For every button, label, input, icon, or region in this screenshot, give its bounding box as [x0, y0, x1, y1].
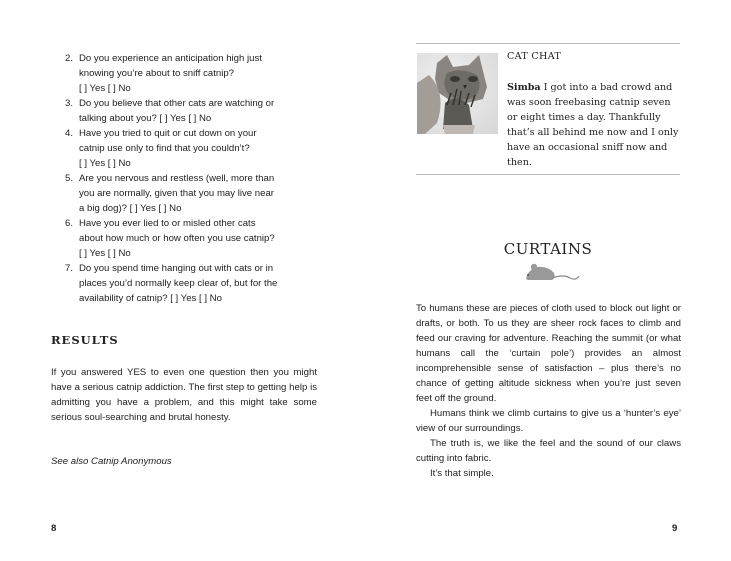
question-line: knowing you’re about to sniff catnip?: [79, 68, 235, 79]
questionnaire-list: [51, 51, 321, 306]
question-5: [51, 171, 321, 216]
question-line: Do you believe that other cats are watching or: [79, 98, 275, 109]
results-heading: RESULTS: [51, 333, 119, 347]
question-3: [51, 96, 321, 126]
see-also-prefix: See also: [51, 456, 92, 467]
question-number: 4.: [65, 128, 74, 139]
page-number-left: 8: [51, 523, 57, 534]
question-line: talking about you? [ ] Yes [ ] No: [79, 113, 212, 124]
question-7: [51, 261, 321, 306]
cat-chat-top-rule: [416, 43, 680, 44]
question-4: [51, 126, 321, 171]
answer-options: availability of catnip? [ ] Yes [ ] No: [79, 293, 222, 304]
question-6: [51, 216, 321, 261]
question-number: 2.: [65, 53, 74, 64]
page-number-right: 9: [672, 523, 678, 534]
curtains-paragraph: Humans think we climb curtains to give us a ‘hunter’s eye’ view of our surroundings.: [416, 408, 681, 434]
question-line: catnip use only to find that you couldn’t?: [79, 143, 250, 154]
curtains-paragraph: To humans these are pieces of cloth used to block out light or drafts, or both. To us they are sheer rock faces to climb and feed our craving for adventure. Reaching the summit (or what humans call the ‘curtain pole’) provides an almost incomprehensible sense of satisfaction – plus there’s no chance of getting altitude sickness when you’re just seven feet off the ground.: [416, 303, 681, 404]
curtains-paragraph: The truth is, we like the feel and the sound of our claws cutting into fabric.: [416, 438, 681, 464]
question-number: 5.: [65, 173, 74, 184]
curtains-body: [416, 301, 681, 481]
question-number: 7.: [65, 263, 74, 274]
question-number: 6.: [65, 218, 74, 229]
question-number: 3.: [65, 98, 74, 109]
question-2: [51, 51, 321, 96]
results-text: If you answered YES to even one question then you might have a serious catnip addiction. The first step to getting help is admitting you have a problem, and this might take some serious soul-searching and brutal honesty.: [51, 367, 317, 423]
cat-chat-heading: CAT CHAT: [507, 51, 562, 62]
question-line: Are you nervous and restless (well, more than: [79, 173, 275, 184]
cat-sniffing-catnip-photo: [417, 53, 498, 134]
answer-options: a big dog)? [ ] Yes [ ] No: [79, 203, 182, 214]
see-also-reference: Catnip Anonymous: [91, 456, 172, 467]
see-also: [51, 456, 172, 467]
curtains-heading: CURTAINS: [503, 240, 593, 258]
question-line: Do you experience an anticipation high just: [79, 53, 262, 64]
question-line: Have you tried to quit or cut down on your: [79, 128, 257, 139]
question-line: you are normally, given that you may live near: [79, 188, 274, 199]
mouse-icon: [522, 261, 580, 283]
cat-chat-bottom-rule: [416, 174, 680, 175]
answer-options: [ ] Yes [ ] No: [79, 83, 131, 94]
question-line: Have you ever lied to or misled other cats: [79, 218, 256, 229]
question-line: Do you spend time hanging out with cats or in: [79, 263, 274, 274]
question-line: places you’d normally keep clear of, but for the: [79, 278, 278, 289]
cat-chat-quote: [507, 80, 683, 170]
question-line: about how much or how often you use catnip?: [79, 233, 275, 244]
answer-options: [ ] Yes [ ] No: [79, 248, 131, 259]
answer-options: [ ] Yes [ ] No: [79, 158, 131, 169]
curtains-paragraph: It’s that simple.: [430, 468, 494, 479]
cat-chat-quote-text: I got into a bad crowd and was soon freebasing catnip seven or eight times a day. Thankfully that’s all behind me now and I only have an occasional sniff now and then.: [507, 82, 679, 168]
cat-chat-speaker: Simba: [507, 82, 541, 93]
